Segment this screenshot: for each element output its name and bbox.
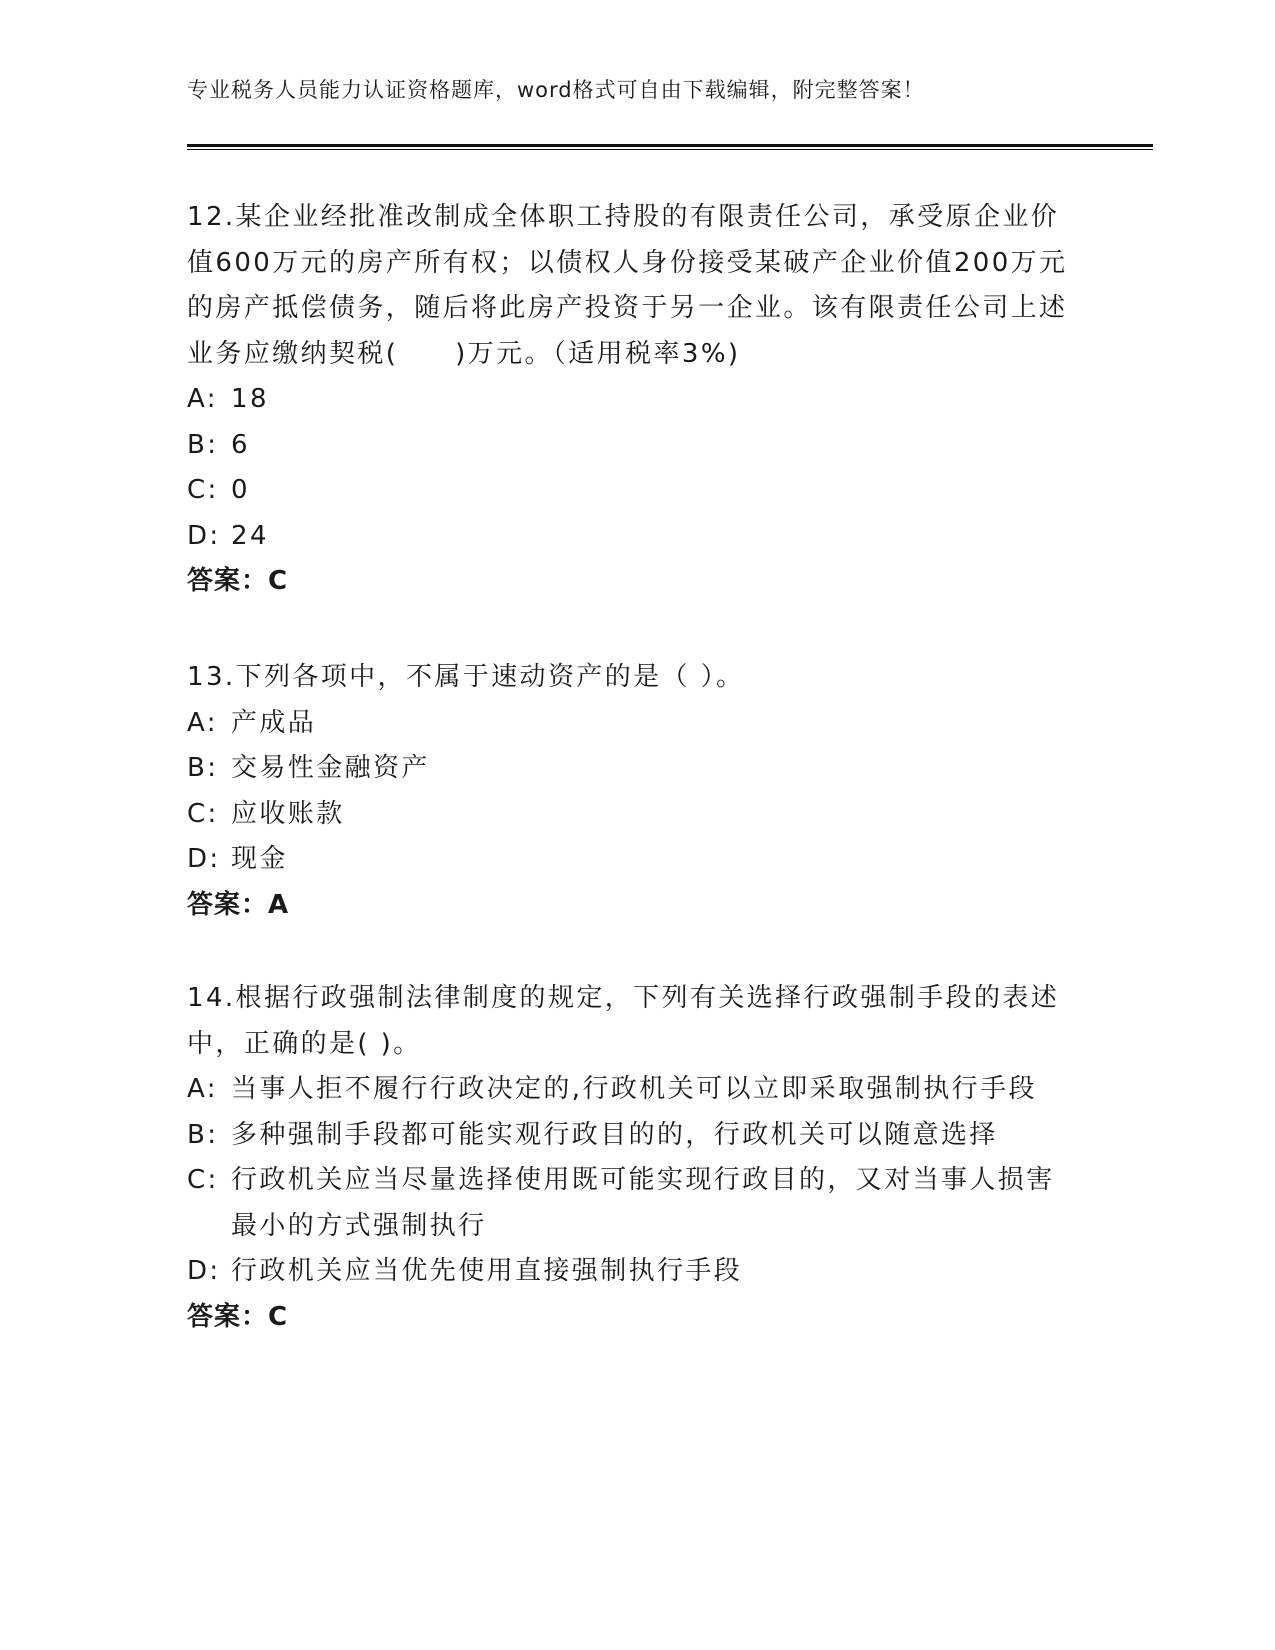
option-d <box>187 1249 1077 1295</box>
option-key: D: <box>187 520 221 551</box>
question-12 <box>187 195 1077 605</box>
answer: 答案：A <box>187 889 290 920</box>
option-value: 0 <box>231 475 250 505</box>
option-key: B: <box>187 753 219 783</box>
option-key: A: <box>187 707 218 738</box>
option-value: 行政机关应当尽量选择使用既可能实现行政目的，又对当事人损害最小的方式强制执行 <box>231 1165 1055 1241</box>
option-value: 当事人拒不履行行政决定的,行政机关可以立即采取强制执行手段 <box>231 1074 1037 1104</box>
answer: 答案：C <box>187 566 289 596</box>
option-value: 交易性金融资产 <box>231 753 430 783</box>
question-text: 12.某企业经批准改制成全体职工持股的有限责任公司，承受原企业价值600万元的房产所有权；以债权人身份接受某破产企业价值200万元的房产抵偿债务，随后将此房产投资于另一企业。该有限责任公司上述业务应缴纳契税( )万元。（适用税率3%) <box>187 202 1068 369</box>
option-value: 18 <box>231 384 269 414</box>
option-value: 6 <box>231 429 250 460</box>
option-key: B: <box>187 1119 219 1150</box>
option-value: 产成品 <box>231 707 317 738</box>
option-key: C: <box>187 475 219 505</box>
option-value: 24 <box>231 520 269 551</box>
header-divider <box>187 144 1153 150</box>
option-value: 现金 <box>231 844 288 874</box>
option-value: 应收账款 <box>231 798 345 829</box>
question-text: 13.下列各项中，不属于速动资产的是（ ）。 <box>187 662 745 692</box>
option-key: B: <box>187 429 219 460</box>
option-key: D: <box>187 844 221 874</box>
option-key: D: <box>187 1256 221 1286</box>
option-key: A: <box>187 1074 218 1104</box>
option-b <box>187 423 1077 469</box>
option-a <box>187 377 1077 423</box>
option-c <box>187 1158 1077 1249</box>
answer: 答案：C <box>187 1301 289 1332</box>
option-value: 行政机关应当优先使用直接强制执行手段 <box>231 1256 743 1286</box>
option-b <box>187 1113 1077 1159</box>
option-d <box>187 514 1077 560</box>
option-a <box>187 701 1077 747</box>
option-c <box>187 468 1077 514</box>
option-a <box>187 1067 1077 1113</box>
option-b <box>187 746 1077 792</box>
question-13 <box>187 655 1077 928</box>
option-value: 多种强制手段都可能实观行政目的的，行政机关可以随意选择 <box>231 1119 998 1150</box>
option-c <box>187 792 1077 838</box>
option-key: C: <box>187 798 219 829</box>
page-header: 专业税务人员能力认证资格题库，word格式可自由下载编辑，附完整答案！ <box>187 78 925 102</box>
option-key: A: <box>187 384 218 414</box>
question-14 <box>187 976 1077 1340</box>
question-text: 14.根据行政强制法律制度的规定，下列有关选择行政强制手段的表述中，正确的是( )。 <box>187 983 1060 1059</box>
option-key: C: <box>187 1165 219 1195</box>
option-d <box>187 837 1077 883</box>
